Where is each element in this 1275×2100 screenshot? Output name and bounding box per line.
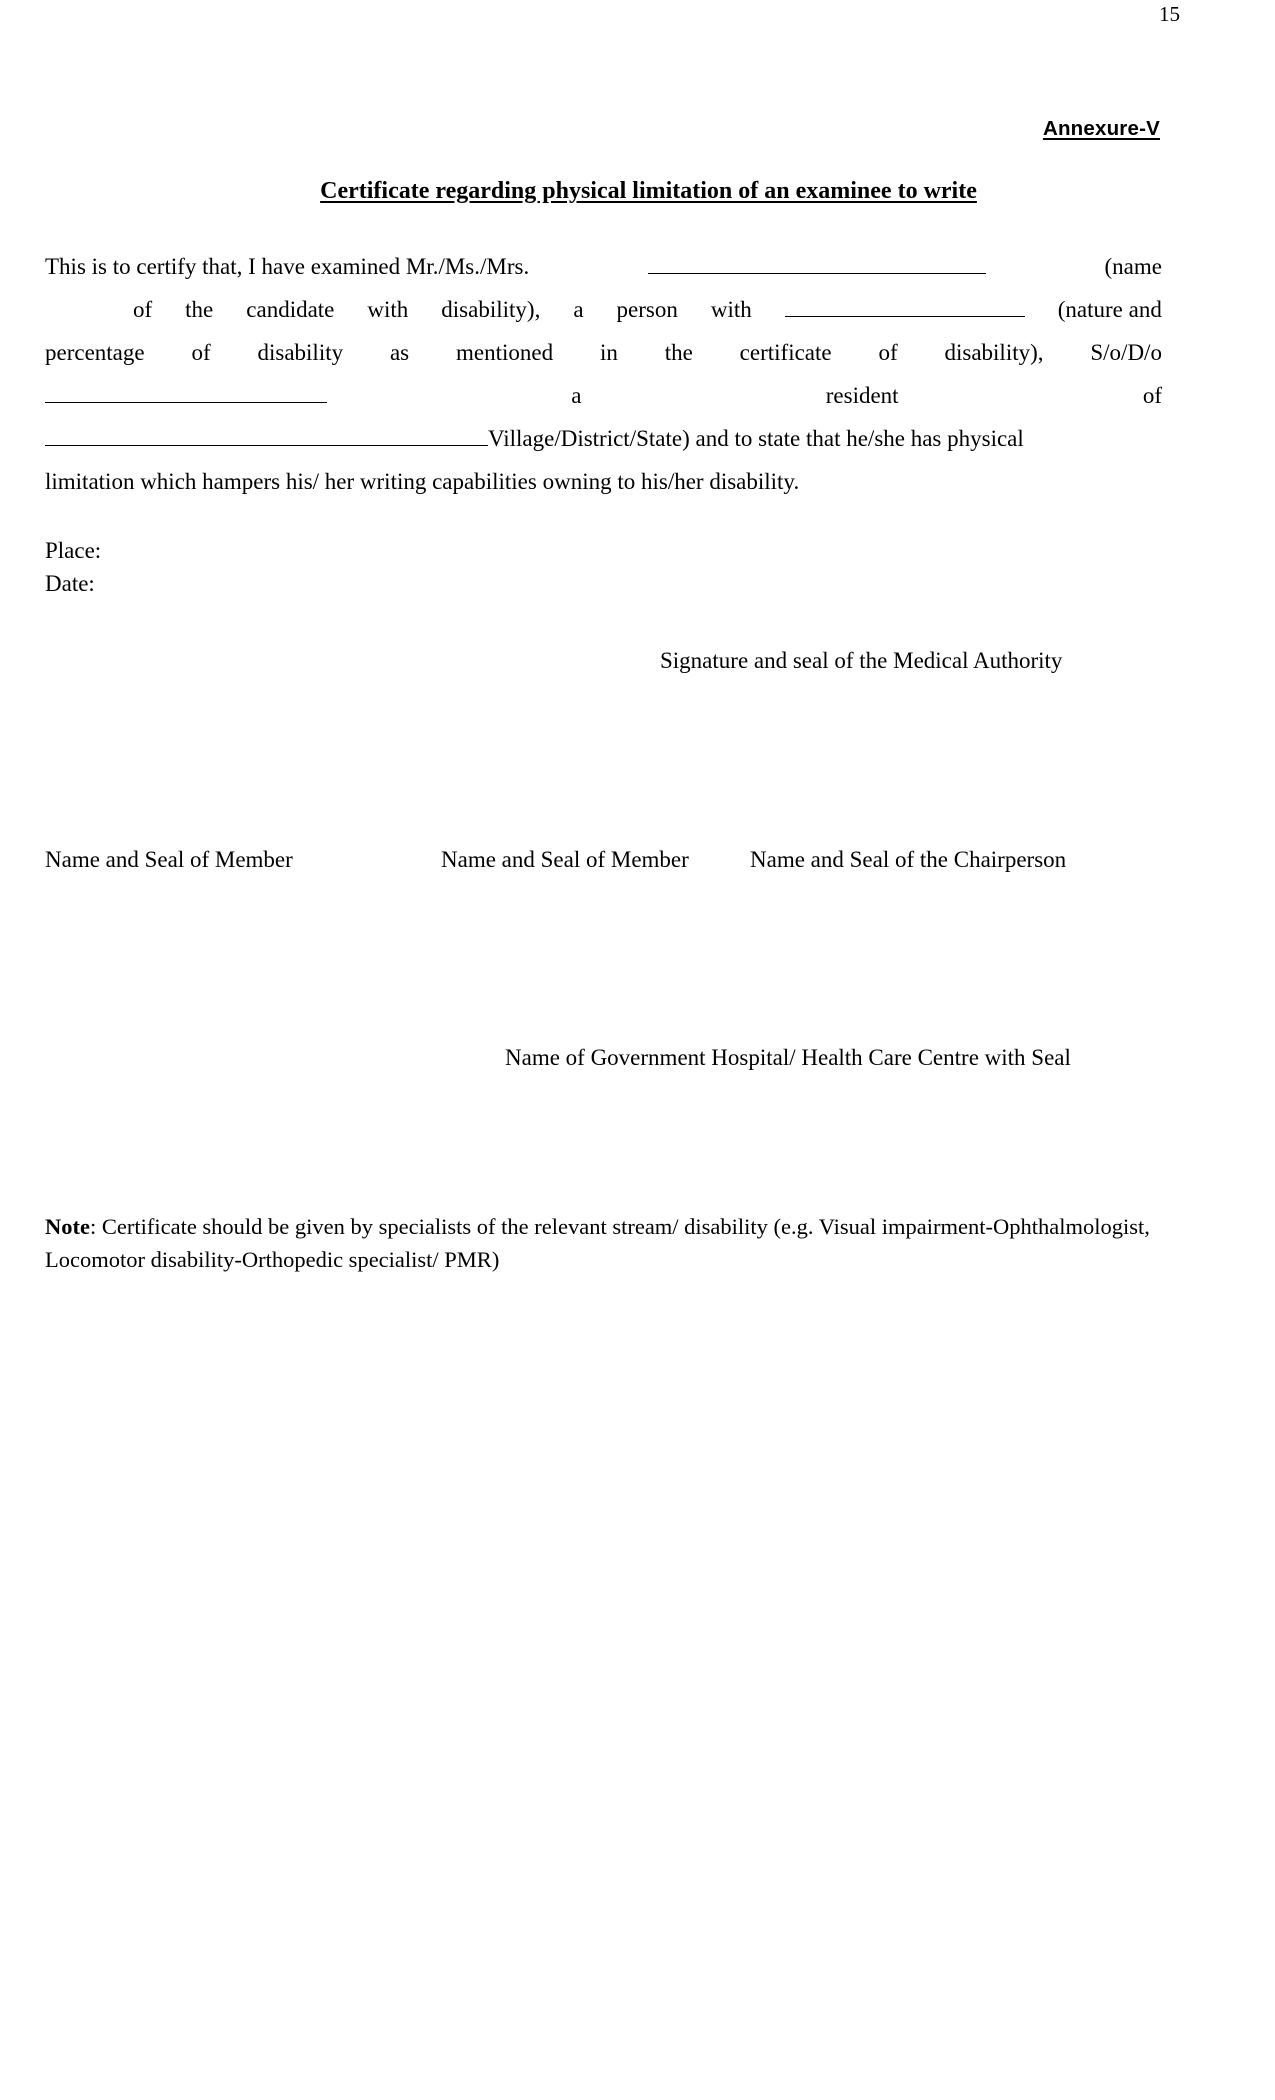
certificate-body: [45, 245, 1162, 503]
body-line-3-word-1: of: [191, 340, 211, 365]
body-line-3-word-6: the: [664, 340, 693, 365]
blank-parent-name[interactable]: [45, 385, 327, 403]
member-1-seal-label: Name and Seal of Member: [45, 847, 293, 872]
page-number: 15: [1159, 2, 1180, 26]
body-line-3-word-4: mentioned: [456, 340, 554, 365]
blank-village-district-state[interactable]: [45, 428, 488, 446]
body-line-1-text: This is to certify that, I have examined Mr./Ms./Mrs.: [45, 254, 530, 279]
body-line-3-word-8: of: [878, 340, 898, 365]
note-label: Note: [45, 1214, 90, 1239]
medical-authority-signature-label: Signature and seal of the Medical Authority: [660, 648, 1063, 673]
body-line-4: [45, 374, 1162, 417]
body-line-5: [45, 417, 1162, 460]
body-line-2-word-0: of: [133, 297, 153, 322]
body-line-2-word-3: with: [367, 297, 409, 322]
body-line-3-word-0: percentage: [45, 340, 145, 365]
chairperson-seal-label: Name and Seal of the Chairperson: [750, 847, 1067, 872]
blank-candidate-name[interactable]: [648, 256, 986, 274]
body-line-4-word-1: resident: [825, 383, 899, 408]
body-line-5-suffix: Village/District/State) and to state that he/she has physical: [488, 426, 1024, 451]
body-line-4-word-0: a: [571, 383, 582, 408]
body-line-2-word-4: disability),: [441, 297, 541, 322]
body-line-2-word-1: the: [185, 297, 214, 322]
place-date-block: [45, 534, 101, 600]
body-line-1-suffix: (name: [1104, 254, 1162, 279]
body-line-2: [45, 288, 1162, 331]
page-title: Certificate regarding physical limitation of an examinee to write: [320, 178, 977, 204]
note-block: [45, 1210, 1165, 1276]
body-line-2-word-5: a: [573, 297, 584, 322]
body-line-3-word-10: S/o/D/o: [1090, 340, 1162, 365]
place-label: Place:: [45, 538, 102, 563]
body-line-3-word-5: in: [599, 340, 618, 365]
annexure-label: Annexure-V: [1042, 117, 1160, 140]
body-line-3-word-9: disability),: [944, 340, 1044, 365]
member-2-seal-label: Name and Seal of Member: [441, 847, 689, 872]
body-line-2-word-6: person: [616, 297, 678, 322]
body-line-2-word-7: with: [710, 297, 752, 322]
blank-nature-of-disability[interactable]: [785, 299, 1025, 317]
body-line-3-word-7: certificate: [739, 340, 832, 365]
body-line-1: [45, 245, 1162, 288]
hospital-seal-label: Name of Government Hospital/ Health Care Centre with Seal: [505, 1045, 1071, 1070]
body-line-6: limitation which hampers his/ her writing capabilities owning to his/her disability.: [45, 469, 800, 494]
body-line-4-word-2: of: [1142, 383, 1162, 408]
body-line-3-word-3: as: [389, 340, 410, 365]
note-text: : Certificate should be given by specialists of the relevant stream/ disability (e.g. Visual impairment-Ophthalmologist, Locomotor disability-Orthopedic specialist/ PMR): [45, 1214, 1150, 1272]
body-line-3-word-2: disability: [257, 340, 344, 365]
body-line-2-word-2: candidate: [246, 297, 335, 322]
body-line-2-suffix: (nature and: [1057, 297, 1162, 322]
date-label: Date:: [45, 571, 95, 596]
body-line-3: [45, 331, 1162, 374]
